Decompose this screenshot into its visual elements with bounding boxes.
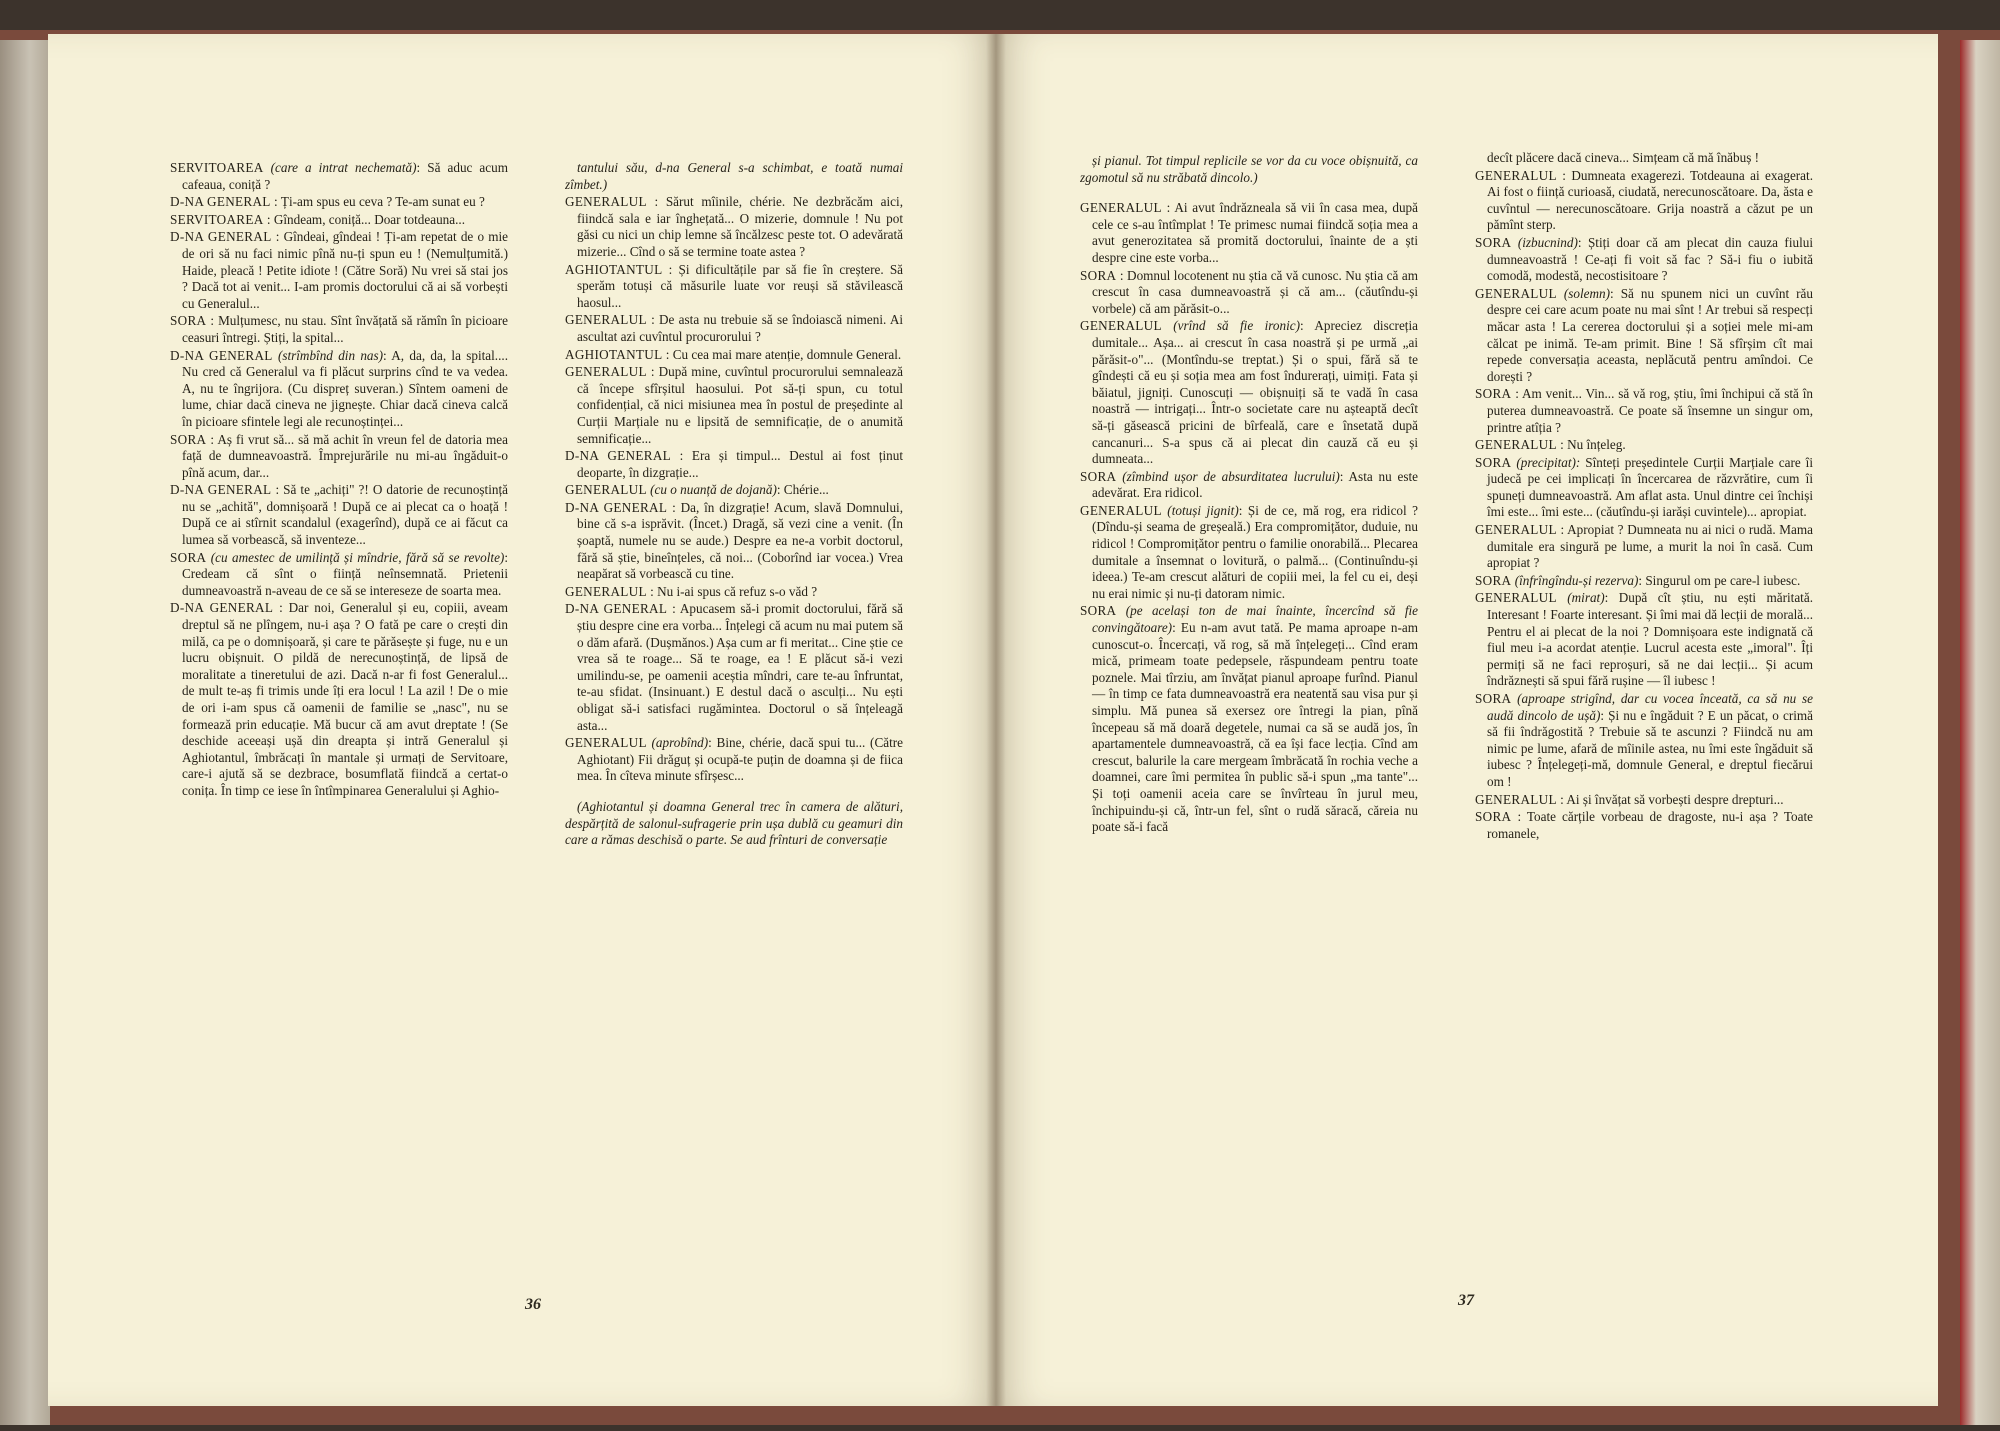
dialogue-text: : Ți-am spus eu ceva ? Te-am sunat eu ? bbox=[273, 194, 485, 210]
dialogue-line bbox=[170, 160, 508, 193]
stage-direction-text: (cu amestec de umilință și mîndrie, fără să se revolte) bbox=[210, 549, 505, 565]
dialogue-line bbox=[1475, 809, 1813, 842]
dialogue-line bbox=[170, 348, 508, 431]
stage-direction-text: (înfrîngîndu-și rezerva) bbox=[1514, 572, 1639, 588]
dialogue-text: : Mulțumesc, nu stau. Sînt învățată să rămîn în picioare ceasuri întregi. Știți, la spital... bbox=[182, 313, 508, 345]
stage-direction-text: (solemn) bbox=[1563, 285, 1610, 301]
stage-direction bbox=[1080, 153, 1418, 186]
dialogue-text: : Ai avut îndrăzneala să vii în casa mea, după cele ce s-au întîmplat ! Te primesc numai fiindcă soția mea a avut generozitatea să promită doctorului, înainte de a ști despre cine este vorba... bbox=[1092, 200, 1418, 265]
dialogue-line bbox=[565, 448, 903, 481]
dialogue-text: : Și de ce, mă rog, era ridicol ? (Dîndu-și seama de greșeală.) Era compromițător, duduie, nu ridicol ! Compromițător pentru o familie onorabilă... Plecarea dumitale a însemnat o lovitură, o palmă... (Continuîndu-și ideea.) Te-am crescut alături de copiii mei, la fel cu ei, deși nu erai nimic și nu-ți datoram nimic. bbox=[1092, 502, 1418, 601]
dialogue-line bbox=[1475, 235, 1813, 285]
dialogue-text: : De asta nu trebuie să se îndoiască nimeni. Ai ascultat azi cuvîntul procurorului ? bbox=[577, 312, 903, 344]
dialogue-line bbox=[1080, 268, 1418, 318]
dialogue-line bbox=[565, 584, 903, 601]
dialogue-text: : Credeam că sînt o ființă neînsemnată. Prietenii dumneavoastră n-aveau de ce să se intereseze de soarta mea. bbox=[182, 549, 508, 598]
speaker-name: GENERALUL bbox=[565, 482, 647, 498]
speaker-name: GENERALUL bbox=[565, 194, 647, 210]
dialogue-text: : Și nu e îngăduit ? E un păcat, o crimă să fii îndrăgostită ? Trebuie să te ascunzi ? Fiindcă nu am nimic pe lume, afară de mîinile astea, nu îmi este îngăduit să iubesc ? Înțelegeți-mă, domnule General, e dreptul fiecărui om ! bbox=[1487, 707, 1813, 789]
speaker-name: GENERALUL bbox=[1475, 285, 1557, 301]
speaker-name: GENERALUL bbox=[1475, 590, 1557, 606]
speaker-name: SORA bbox=[1475, 809, 1512, 825]
dialogue-text: : Gîndeam, coniță... Doar totdeauna... bbox=[266, 211, 466, 227]
dialogue-line bbox=[565, 312, 903, 345]
dialogue-text: : Știți doar că am plecat din cauza fiului dumneavoastră ! Ce-ați fi voit să fac ? Să-i fiu o iubită comodă, modestă, necostisitoare ? bbox=[1487, 234, 1813, 284]
speaker-name: GENERALUL bbox=[565, 583, 647, 599]
dialogue-line bbox=[170, 600, 508, 799]
left-page-number: 36 bbox=[525, 1296, 541, 1313]
dialogue-line bbox=[1080, 603, 1418, 835]
stage-direction-text: și pianul. Tot timpul replicile se vor da cu voce obișnuită, ca zgomotul să nu străbată dincolo.) bbox=[1080, 153, 1418, 185]
dialogue-text: : Singurul om pe care-l iubesc. bbox=[1638, 572, 1801, 588]
dialogue-line bbox=[1475, 168, 1813, 234]
dialogue-line bbox=[565, 194, 903, 260]
dialogue-line bbox=[1080, 200, 1418, 266]
stage-direction-text: (strîmbînd din nas) bbox=[277, 347, 384, 363]
right-page-column-2 bbox=[1475, 150, 1813, 843]
speaker-name: GENERALUL bbox=[1080, 318, 1162, 334]
left-page-column-2 bbox=[565, 160, 903, 850]
dialogue-text: decît plăcere dacă cineva... Simțeam că mă înăbuș ! bbox=[1487, 150, 1760, 165]
dialogue-text: : Și dificultățile par să fie în creștere. Să sperăm totuși că măsurile luate vor reuși să stăvilească haosul... bbox=[577, 261, 903, 310]
dialogue-text: : Gîndeai, gîndeai ! Ți-am repetat de o mie de ori să nu faci nimic pînă nu-ți spun eu ! (Nemulțumită.) Haide, pleacă ! Petite idiote ! (Către Soră) Nu vrei să stai jos ? Dacă tot ai venit... I-am promis doctorului că ai să vorbești cu Generalul... bbox=[182, 229, 508, 311]
right-page-column-1 bbox=[1080, 153, 1418, 837]
dialogue-text: : După cît știu, nu ești măritată. Interesant ! Foarte interesant. Și îmi mai dă lecții de morală... Pentru el ai plecat de la noi ? Domnișoara este indignată că fiul meu i-a acordat atenție. Lucrul acesta este „imoral". Îți permiți să ne faci reproșuri, să ne dai lecții... Și acum îndrăznești să spui fără rușine — îl iubesc ! bbox=[1487, 590, 1813, 689]
speaker-name: SERVITOAREA bbox=[170, 160, 264, 175]
speaker-name: D-NA GENERAL bbox=[565, 601, 668, 617]
dialogue-line bbox=[1475, 286, 1813, 386]
dialogue-text: : Asta nu este adevărat. Era ridicol. bbox=[1092, 468, 1418, 501]
dialogue-line bbox=[1080, 318, 1418, 467]
stage-direction-text: (Aghiotantul și doamna General trec în camera de alături, despărțită de salonul-sufragerie prin ușa dublă cu geamuri din care a rămas deschisă o parte. Se aud frînturi de conversație bbox=[565, 798, 903, 848]
speaker-name: GENERALUL bbox=[565, 364, 647, 380]
dialogue-text: : Am venit... Vin... să vă rog, știu, îmi închipui că stă în puterea dumneavoastră. Ce poate să însemne un singur om, printre atîția ? bbox=[1487, 386, 1813, 435]
speaker-name: GENERALUL bbox=[1080, 502, 1162, 518]
stage-direction-text: (zîmbind ușor de absurditatea lucrului) bbox=[1122, 468, 1340, 484]
dialogue-line bbox=[565, 262, 903, 312]
speaker-name: GENERALUL bbox=[1475, 437, 1557, 453]
dialogue-line bbox=[1475, 522, 1813, 572]
stage-direction-text: tantului său, d-na General s-a schimbat, e toată numai zîmbet.) bbox=[565, 160, 903, 192]
cover-edge-right bbox=[1960, 40, 2000, 1425]
dialogue-text: : Eu n-am avut tată. Pe mama aproape n-am cunoscut-o. Încercați, vă rog, să mă înțelegeți... Cînd eram mică, primeam toate pedepsele, răspundeam pentru toate poznele. Mai tîrziu, am învățat pianul aproape furînd. Pianul — în timp ce fata dumneavoastră era neatentă sau visa pur și simplu. Mă punea să exersez ore întregi la pian, pînă începeau să mă doară degetele, numai ca să se audă jos, în apartamentele dumneavoastră, că ea își face lecția. Cînd am crescut, balurile la care mergeam îmbrăcată în rochia veche a doamnei, care îmi permitea în public să-i spun „ma tante"... Și toți oamenii aceia care se învîrteau în jurul meu, închipuindu-și că, într-un fel, sînt o rudă săracă, căreia nu poate să-i facă bbox=[1092, 620, 1418, 835]
speaker-name: D-NA GENERAL bbox=[170, 194, 271, 210]
dialogue-line bbox=[1475, 437, 1813, 454]
left-page-column-1 bbox=[170, 160, 508, 801]
speaker-name: D-NA GENERAL bbox=[170, 600, 274, 616]
speaker-name: GENERALUL bbox=[565, 735, 647, 751]
dialogue-text: : Nu înțeleg. bbox=[1560, 437, 1626, 453]
dialogue-line bbox=[1080, 503, 1418, 603]
dialogue-text: : Da, în dizgrație! Acum, slavă Domnului, bine că s-a isprăvit. (Încet.) Dragă, să vezi cine a venit. (În șoaptă, numele nu se aude.) Despre ea ne-a vorbit doctorul, fără să știe, bineînțeles, că noi... (Coborînd iar vocea.) Vrea neapărat să vorbească cu tine. bbox=[577, 499, 903, 582]
speaker-name: SORA bbox=[1080, 468, 1117, 484]
dialogue-text: : Toate cărțile vorbeau de dragoste, nu-i așa ? Toate romanele, bbox=[1487, 809, 1813, 841]
book-gutter bbox=[986, 34, 1006, 1406]
dialogue-text: : Aș fi vrut să... să mă achit în vreun fel de datoria mea față de dumneavoastră. Împrejurările nu mi-au îngăduit-o pînă acum, dar... bbox=[182, 431, 508, 480]
dialogue-line bbox=[565, 364, 903, 447]
speaker-name: D-NA GENERAL bbox=[170, 482, 272, 498]
stage-direction-text: (vrînd să fie ironic) bbox=[1173, 318, 1300, 334]
stage-direction-text: (mirat) bbox=[1567, 590, 1605, 606]
speaker-name: D-NA GENERAL bbox=[565, 448, 671, 464]
dialogue-text: : Ai și învățat să vorbești despre drepturi... bbox=[1560, 791, 1784, 807]
speaker-name: D-NA GENERAL bbox=[170, 347, 273, 363]
dialogue-text: : Domnul locotenent nu știa că vă cunosc. Nu știa că am crescut în casa dumneavoastră și că am... (căutîndu-și vorbele) că am părăsit-o... bbox=[1092, 267, 1418, 316]
speaker-name: SORA bbox=[170, 313, 207, 329]
speaker-name: SERVITOAREA bbox=[170, 211, 264, 227]
speaker-name: SORA bbox=[170, 549, 207, 565]
dialogue-text: : A, da, da, la spital.... Nu cred că Generalul va fi plăcut surprins cînd te va vedea. A, nu te îngrijora. (Cu dispreț suveran.) Sîntem oameni de lume, chiar dacă cineva ne jignește. Chiar dacă cineva calcă în picioare sfintele legi ale recunoștinței... bbox=[182, 347, 508, 429]
stage-direction-text: (aprobînd) bbox=[651, 735, 709, 751]
dialogue-line bbox=[1475, 792, 1813, 809]
dialogue-line bbox=[565, 500, 903, 583]
dialogue-text: Sînteți președintele Curții Marțiale care îi judecă pe cei implicați în încercarea de răzvrătire, cum îi spuneți dumneavoastră. Am aflat asta. Unul dintre cei închiși îmi este... îmi este... (căutîndu-și iarăși cuvintele)... apropiat. bbox=[1487, 454, 1813, 520]
dialogue-text: : Cu cea mai mare atenție, domnule General. bbox=[665, 346, 902, 362]
dialogue-line bbox=[170, 229, 508, 312]
dialogue-line bbox=[565, 601, 903, 734]
dialogue-text: : Apreciez discreția dumitale... Așa... ai crescut în casa noastră și pe urmă „ai părăsit-o"... (Montîndu-se treptat.) Și o spui, fără să te gîndești că eu și soția mea am fost îndurerați, uimiți. Fata și băiatul, jigniți. Cunoscuți — obișnuiți să te vadă în casa noastră — intrigați... Într-o societate care nu așteaptă decît să-ți găsească pricini de bîrfeală, care e însetată după cancanuri... S-a spus că ai plecat din cauză că eu și dumneata... bbox=[1092, 318, 1418, 467]
dialogue-line bbox=[170, 212, 508, 229]
stage-direction-text: (care a intrat nechemată) bbox=[270, 160, 417, 175]
dialogue-text: : Nu i-ai spus că refuz s-o văd ? bbox=[650, 583, 818, 599]
speaker-name: AGHIOTANTUL bbox=[565, 346, 663, 362]
speaker-name: GENERALUL bbox=[565, 312, 647, 328]
speaker-name: GENERALUL bbox=[1475, 167, 1557, 183]
right-page-number: 37 bbox=[1458, 1292, 1474, 1309]
cover-edge-left bbox=[0, 40, 50, 1425]
stage-direction bbox=[565, 160, 903, 193]
dialogue-text: : Sărut mîinile, chérie. Ne dezbrăcăm aici, fiindcă sala e iar înghețată... O mizerie, domnule ! Nu pot găsi cu nici un chip lemne să încălzesc peste tot. O adevărată mizerie... Cînd o să se termine toate astea ? bbox=[577, 194, 903, 259]
speaker-name: GENERALUL bbox=[1475, 522, 1557, 538]
dialogue-text: : Bine, chérie, dacă spui tu... (Către Aghiotant) Fii drăguț și ocupă-te puțin de doamna și de fiica mea. În cîteva minute sfîrșesc... bbox=[577, 735, 903, 784]
dialogue-text: : Să aduc acum cafeaua, coniță ? bbox=[182, 160, 508, 192]
dialogue-line bbox=[1475, 590, 1813, 690]
stage-direction-text: (cu o nuanță de dojană) bbox=[650, 482, 777, 498]
stage-direction bbox=[565, 799, 903, 849]
speaker-name: GENERALUL bbox=[1475, 791, 1557, 807]
speaker-name: SORA bbox=[1475, 454, 1512, 470]
dialogue-line bbox=[565, 735, 903, 785]
dialogue-text: : Dumneata exagerezi. Totdeauna ai exagerat. Ai fost o ființă curioasă, ciudată, nerecunoscătoare. Da, ăsta e cuvîntul — nerecunoscătoare. Grija noastră a căzut pe un pămînt sterp. bbox=[1487, 167, 1813, 233]
dialogue-text: : Chérie... bbox=[776, 482, 829, 498]
dialogue-text: : După mine, cuvîntul procurorului semnalează că începe sfîrșitul haosului. Pot să-ți spun, cu totul confidențial, că nici misiunea mea în postul de președinte al Curții Marțiale nu e lipsită de semnificație, de o anumită semnificație... bbox=[577, 364, 903, 446]
stage-direction-text: (izbucnind) bbox=[1517, 234, 1578, 250]
dialogue-line bbox=[1475, 691, 1813, 791]
dialogue-line bbox=[170, 550, 508, 600]
dialogue-line bbox=[565, 347, 903, 364]
dialogue-text: : Dar noi, Generalul și eu, copiii, aveam dreptul să ne plîngem, nu-i așa ? O fată pe care o crești din milă, ca pe o domnișoară, și care te părăsește și fuge, nu e un lucru obișnuit. O pildă de nerecunoștință, de lipsă de moralitate a tineretului de azi. Dacă n-ar fi fost Generalul... de mult te-aș fi trimis unde îți era locul ! La azil ! De o mie de ori i-am spus că oamenii de familie se „nasc", nu se formează prin educație. Mă bucur că am avut dreptate ! (Se deschide aceeași ușă din dreapta și intră Generalul și Aghiotantul, îmbrăcați în mantale și urmați de Servitoare, care-i ajută să se dezbrace, bosumflată fiindcă a certat-o conița. În timp ce iese în întîmpinarea Generalului și Aghio- bbox=[182, 600, 508, 798]
dialogue-text: : Să nu spunem nici un cuvînt rău despre cei care acum poate nu mai sînt ! Ar trebui să respecți măcar asta ! La cererea doctorului și a soției mele mi-am călcat pe inimă. Te-am primit. Bine ! Să sfîrșim cît mai repede conversația aceasta, neplăcută pentru amîndoi. Ce dorești ? bbox=[1487, 285, 1813, 384]
speaker-name: SORA bbox=[170, 431, 207, 447]
dialogue-line bbox=[565, 482, 903, 499]
speaker-name: D-NA GENERAL bbox=[170, 229, 272, 245]
dialogue-text: : Să te „achiți" ?! O datorie de recunoștință nu se „achită", domnișoară ! După ce ai plecat ca o hoață ! După ce ai stîrnit scandalul (exagerînd), după ce ai făcut ca lumea să vorbească, să inventeze... bbox=[182, 482, 508, 548]
dialogue-line bbox=[1080, 469, 1418, 502]
speaker-name: SORA bbox=[1475, 234, 1512, 250]
speaker-name: SORA bbox=[1475, 386, 1512, 402]
stage-direction-text: (totuși jignit) bbox=[1167, 502, 1239, 518]
speaker-name: SORA bbox=[1475, 572, 1512, 588]
speaker-name: GENERALUL bbox=[1080, 200, 1162, 216]
dialogue-line bbox=[1475, 455, 1813, 521]
dialogue-text: : Apucasem să-i promit doctorului, fără să știu despre cine era vorba... Înțelegi că acum nu mai putem să o dăm afară. (Dușmănos.) Așa cum ar fi meritat... Cine știe ce vrea să te roage... Să te roage, ea ! E plăcut să-i vezi umilindu-se, pe oamenii aceștia mîndri, care te-au înfruntat, te-au sfidat. (Insinuant.) E destul dacă o asculți... Nu ești obligat să-i satisfaci rugămintea. Doctorul o să înțeleagă asta... bbox=[577, 601, 903, 733]
stage-direction bbox=[1475, 150, 1813, 167]
dialogue-line bbox=[170, 194, 508, 211]
speaker-name: SORA bbox=[1475, 691, 1512, 706]
speaker-name: SORA bbox=[1080, 267, 1117, 283]
dialogue-line bbox=[170, 482, 508, 548]
stage-direction-text: (precipitat): bbox=[1516, 454, 1581, 470]
speaker-name: D-NA GENERAL bbox=[565, 499, 668, 515]
stage-direction-text: (pe același ton de mai înainte, încercînd să fie convingătoare) bbox=[1092, 603, 1418, 636]
dialogue-line bbox=[1475, 573, 1813, 590]
dialogue-text: : Era și timpul... Destul ai fost ținut deoparte, în dizgrație... bbox=[577, 448, 903, 480]
speaker-name: SORA bbox=[1080, 603, 1117, 619]
dialogue-line bbox=[170, 313, 508, 346]
speaker-name: AGHIOTANTUL bbox=[565, 261, 663, 277]
stage-direction-text: (aproape strigînd, dar cu vocea înceată, ca să nu se audă dincolo de ușă) bbox=[1487, 691, 1813, 723]
dialogue-line bbox=[1475, 386, 1813, 436]
dialogue-line bbox=[170, 432, 508, 482]
dialogue-text: : Apropiat ? Dumneata nu ai nici o rudă. Mama dumitale era singură pe lume, a murit la noi în casă. Cum apropiat ? bbox=[1487, 522, 1813, 571]
